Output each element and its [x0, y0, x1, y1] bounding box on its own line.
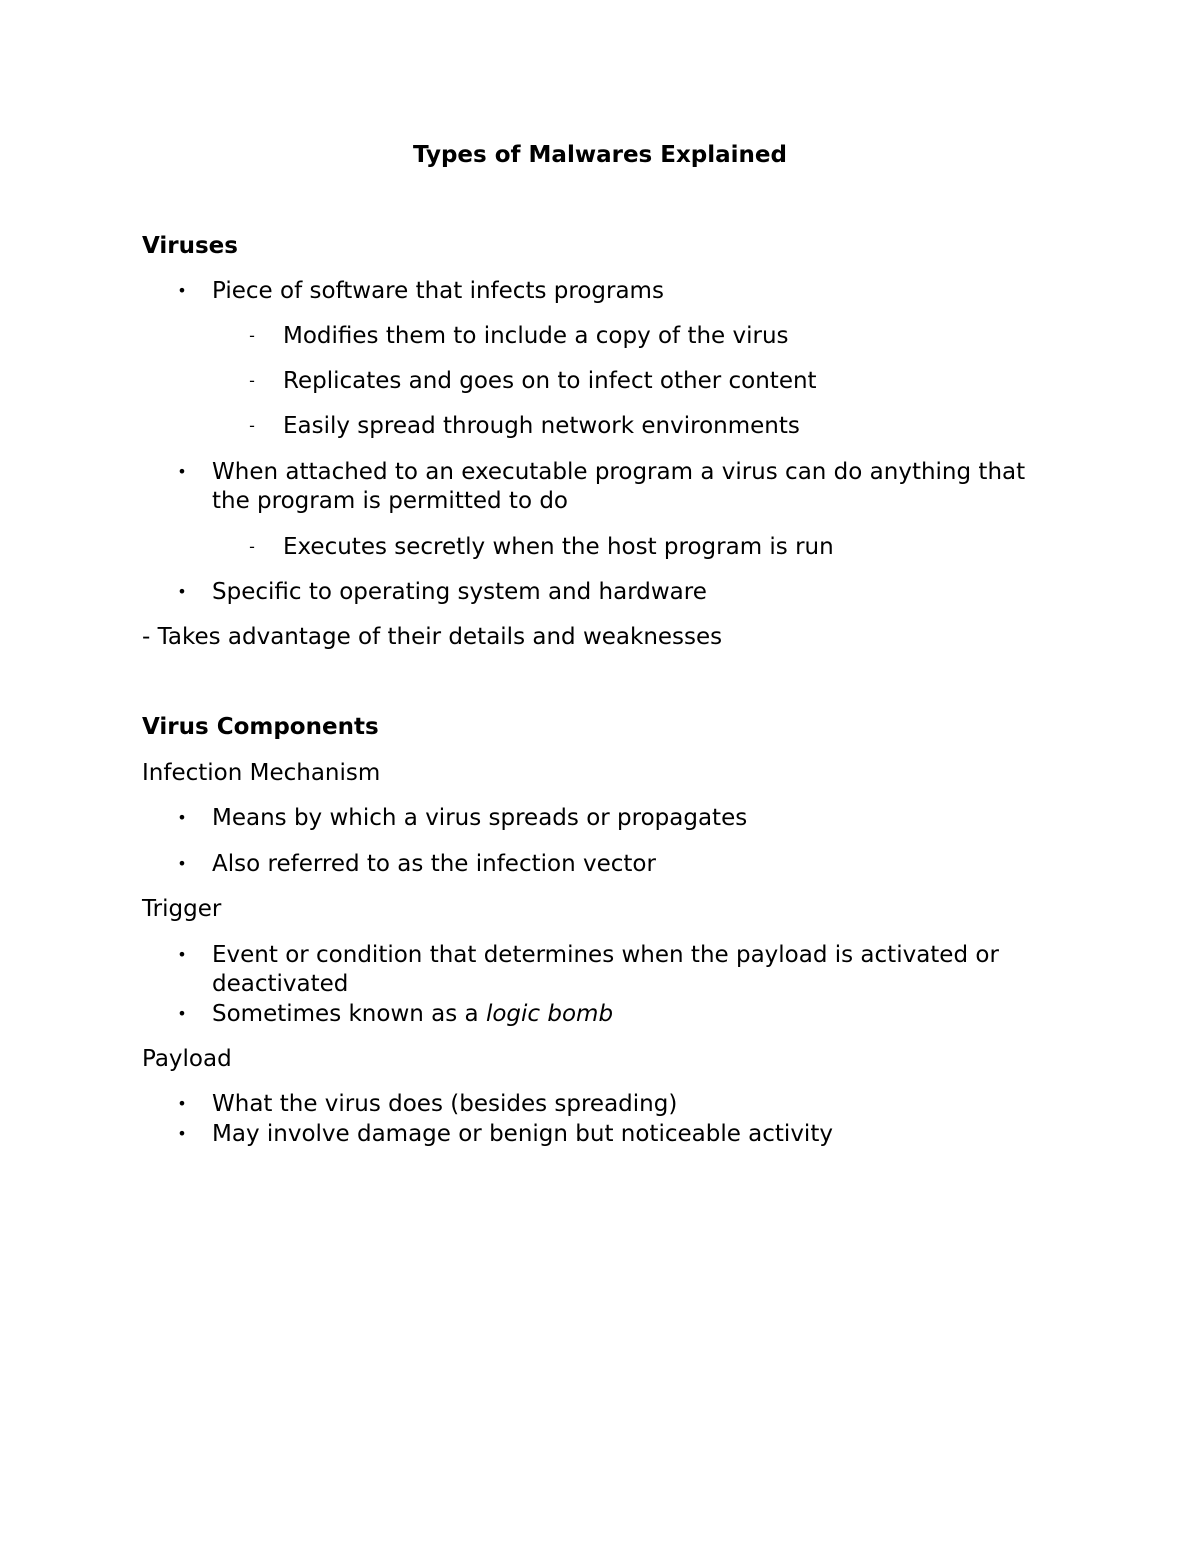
bullet-icon: •	[177, 1004, 187, 1023]
infection-mechanism-label: Infection Mechanism	[142, 760, 381, 786]
bullet-icon: •	[177, 462, 187, 481]
bullet-icon: •	[177, 808, 187, 827]
list-item: Means by which a virus spreads or propagates	[212, 805, 748, 831]
bullet-icon: •	[177, 854, 187, 873]
list-item-continuation: deactivated	[212, 971, 349, 997]
dash-icon: -	[249, 416, 255, 435]
bullet-icon: •	[177, 945, 187, 964]
list-item: Also referred to as the infection vector	[212, 851, 656, 877]
dash-icon: -	[249, 326, 255, 345]
viruses-note: - Takes advantage of their details and weaknesses	[142, 624, 723, 650]
viruses-heading: Viruses	[142, 233, 238, 259]
trigger-label: Trigger	[142, 896, 222, 922]
bullet-icon: •	[177, 1094, 187, 1113]
list-item: Easily spread through network environments	[283, 413, 800, 439]
list-item: When attached to an executable program a virus can do anything that	[212, 459, 1026, 485]
list-item	[212, 999, 613, 1029]
logic-bomb-term: logic bomb	[485, 1001, 614, 1027]
document-title: Types of Malwares Explained	[413, 142, 787, 168]
list-item: May involve damage or benign but noticeable activity	[212, 1121, 833, 1147]
bullet-icon: •	[177, 1124, 187, 1143]
list-item: Specific to operating system and hardware	[212, 579, 707, 605]
list-item-continuation: the program is permitted to do	[212, 488, 568, 514]
dash-icon: -	[249, 537, 255, 556]
list-item: Piece of software that infects programs	[212, 278, 664, 304]
list-item: What the virus does (besides spreading)	[212, 1091, 678, 1117]
list-item: Replicates and goes on to infect other content	[283, 368, 817, 394]
dash-icon: -	[249, 371, 255, 390]
list-item: Executes secretly when the host program is run	[283, 534, 834, 560]
logic-bomb-prefix: Sometimes known as a	[212, 1001, 486, 1027]
bullet-icon: •	[177, 582, 187, 601]
bullet-icon: •	[177, 281, 187, 300]
list-item: Event or condition that determines when the payload is activated or	[212, 942, 999, 968]
list-item: Modifies them to include a copy of the virus	[283, 323, 789, 349]
components-heading: Virus Components	[142, 714, 379, 740]
payload-label: Payload	[142, 1046, 232, 1072]
